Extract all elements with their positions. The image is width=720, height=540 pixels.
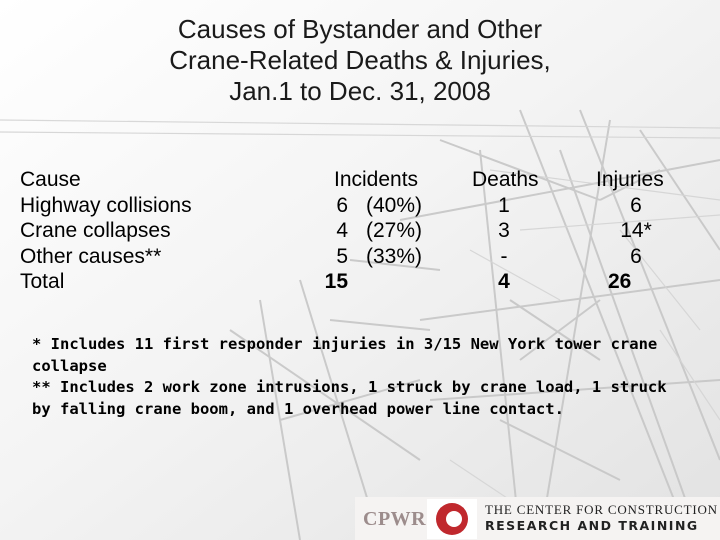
row-injuries: 6	[630, 193, 642, 217]
cpwr-wordmark: CPWR	[363, 508, 427, 530]
row-cause: Other causes**	[20, 244, 162, 268]
emblem-inner-circle	[446, 511, 462, 527]
total-label: Total	[20, 270, 65, 293]
header-deaths: Deaths	[472, 168, 539, 191]
row-deaths: -	[500, 244, 508, 268]
footnotes	[32, 334, 692, 420]
row-percent: (40%)	[366, 193, 423, 217]
cpwr-emblem-icon	[427, 499, 477, 539]
row-deaths: 3	[498, 219, 510, 242]
row-incidents: 4	[336, 219, 348, 242]
row-percent: (33%)	[366, 244, 423, 268]
title-line-1: Causes of Bystander and Other	[177, 14, 543, 44]
org-name-line-2: RESEARCH AND TRAINING	[485, 518, 699, 533]
total-incidents: 15	[324, 270, 348, 293]
header-injuries: Injuries	[596, 168, 664, 191]
row-cause: Highway collisions	[20, 193, 192, 217]
row-deaths: 1	[498, 193, 510, 217]
org-name-line-1: THE CENTER FOR CONSTRUCTION	[485, 502, 718, 517]
total-deaths: 4	[498, 270, 510, 293]
title-line-2: Crane-Related Deaths & Injuries,	[169, 45, 551, 75]
row-incidents: 6	[336, 193, 348, 217]
footnote-1: * Includes 11 first responder injuries in 3/15 New York tower crane collapse	[32, 335, 658, 375]
footnote-2: ** Includes 2 work zone intrusions, 1 struck by crane load, 1 struck by falling crane boom, and 1 overhead power line contact.	[32, 378, 667, 418]
row-injuries: 14*	[620, 219, 652, 242]
row-incidents: 5	[336, 244, 348, 268]
row-injuries: 6	[630, 244, 642, 268]
header-incidents: Incidents	[334, 168, 419, 191]
total-injuries: 26	[608, 270, 632, 293]
header-cause: Cause	[20, 168, 81, 191]
cpwr-footer-logo	[355, 497, 720, 540]
row-cause: Crane collapses	[20, 219, 171, 242]
row-percent: (27%)	[366, 219, 423, 242]
title-line-3: Jan.1 to Dec. 31, 2008	[229, 76, 491, 106]
